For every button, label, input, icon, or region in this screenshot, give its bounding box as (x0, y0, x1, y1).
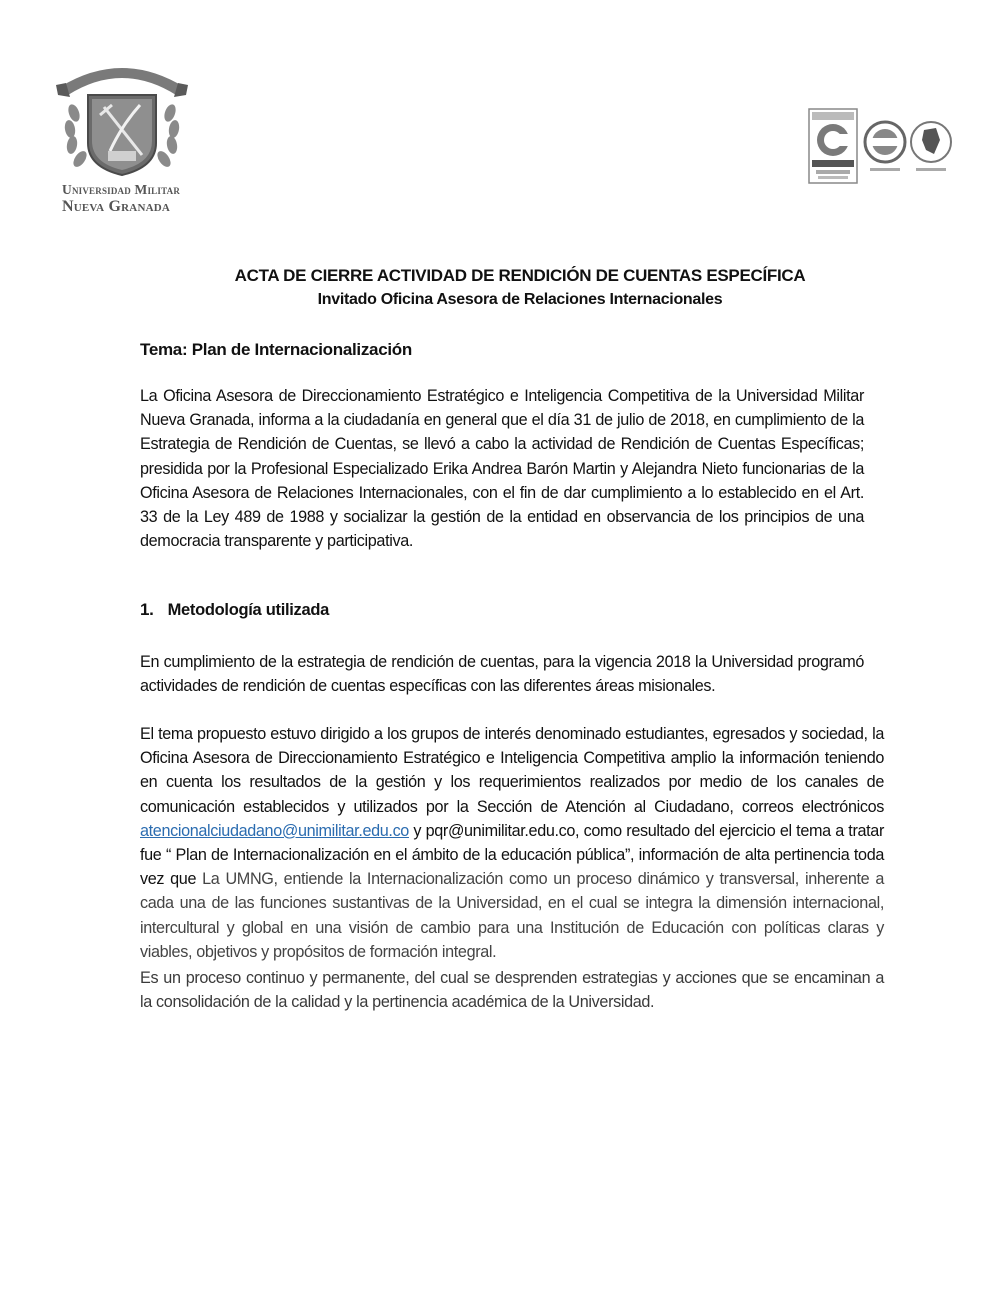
university-logo (52, 55, 192, 215)
intro-paragraph: La Oficina Asesora de Direccionamiento Estratégico e Inteligencia Competitiva de la Universidad Militar Nueva Granada, informa a la ciudadanía en general que el día 31 de julio de 2018, en cumplimiento de la Estrategia de Rendición de Cuentas, se llevó a cabo la actividad de Rendición de Cuentas Específicas; presidida por la Profesional Especializado Erika Andrea Barón Martin y Alejandra Nieto funcionarias de la Oficina Asesora de Relaciones Internacionales, con el fin de dar cumplimiento a lo establecido en el Art. 33 de la Ley 489 de 1988 y socializar la gestión de la entidad en observancia de los principios de una democracia transparente y participativa. (140, 387, 864, 551)
section-number: 1. (140, 600, 154, 619)
university-name-line2: Nueva Granada (62, 197, 171, 215)
icontec-certificado-icon (808, 108, 858, 184)
document-title-block (0, 264, 1000, 312)
tema-paragraph-quote: La UMNG, entiende la Internacionalización como un proceso dinámico y transversal, inherente a cada una de las funciones sustantivas de la Universidad, en el cual se integra la dimensión internacional, intercultural y global en una visión de cambio para una Institución de Educación con políticas claras y viables, objetivos y propósitos de formación integral. (140, 870, 884, 961)
tema-paragraph-text: El tema propuesto estuvo dirigido a los grupos de interés denominado estudiantes, egresados y sociedad, la Oficina Asesora de Direccionamiento Estratégico e Inteligencia Competitiva amplio la información teniendo en cuenta los resultados de la gestión y los requerimientos realizados por medio de los canales de comunicación establecidos y utilizados por la Sección de Atención al Ciudadano, correos electrónicos (140, 725, 884, 816)
certification-logos (808, 108, 958, 188)
gp-certificate-icon (908, 118, 954, 178)
section-title: Metodología utilizada (167, 601, 330, 619)
document-topic: Tema: Plan de Internacionalización (140, 340, 412, 359)
university-crest-icon (52, 55, 192, 183)
cumplimiento-paragraph: En cumplimiento de la estrategia de rendición de cuentas, para la vigencia 2018 la Universidad programó actividades de rendición de cuentas específicas con las diferentes áreas misionales. (140, 653, 864, 696)
university-name (62, 183, 212, 215)
document-subtitle: Invitado Oficina Asesora de Relaciones Internacionales (317, 291, 723, 308)
university-name-line1: Universidad Militar (62, 182, 181, 197)
section-heading-metodologia (140, 600, 329, 620)
iqnet-icon (862, 118, 908, 178)
email-link[interactable]: atencionalciudadano@unimilitar.edu.co (140, 821, 409, 840)
tema-paragraph (140, 722, 884, 964)
document-title: ACTA DE CIERRE ACTIVIDAD DE RENDICIÓN DE CUENTAS ESPECÍFICA (234, 266, 806, 285)
tema-paragraph-text-cont: y pqr@unimilitar.edu.co, como resultado del ejercicio el tema a tratar fue “ Plan de Internacionalización en el ámbito de la educación pública”, información de alta pertinencia toda vez que (140, 821, 884, 889)
proceso-paragraph: Es un proceso continuo y permanente, del cual se desprenden estrategias y acciones que se encaminan a la consolidación de la calidad y la pertinencia académica de la Universidad. (140, 969, 884, 1012)
